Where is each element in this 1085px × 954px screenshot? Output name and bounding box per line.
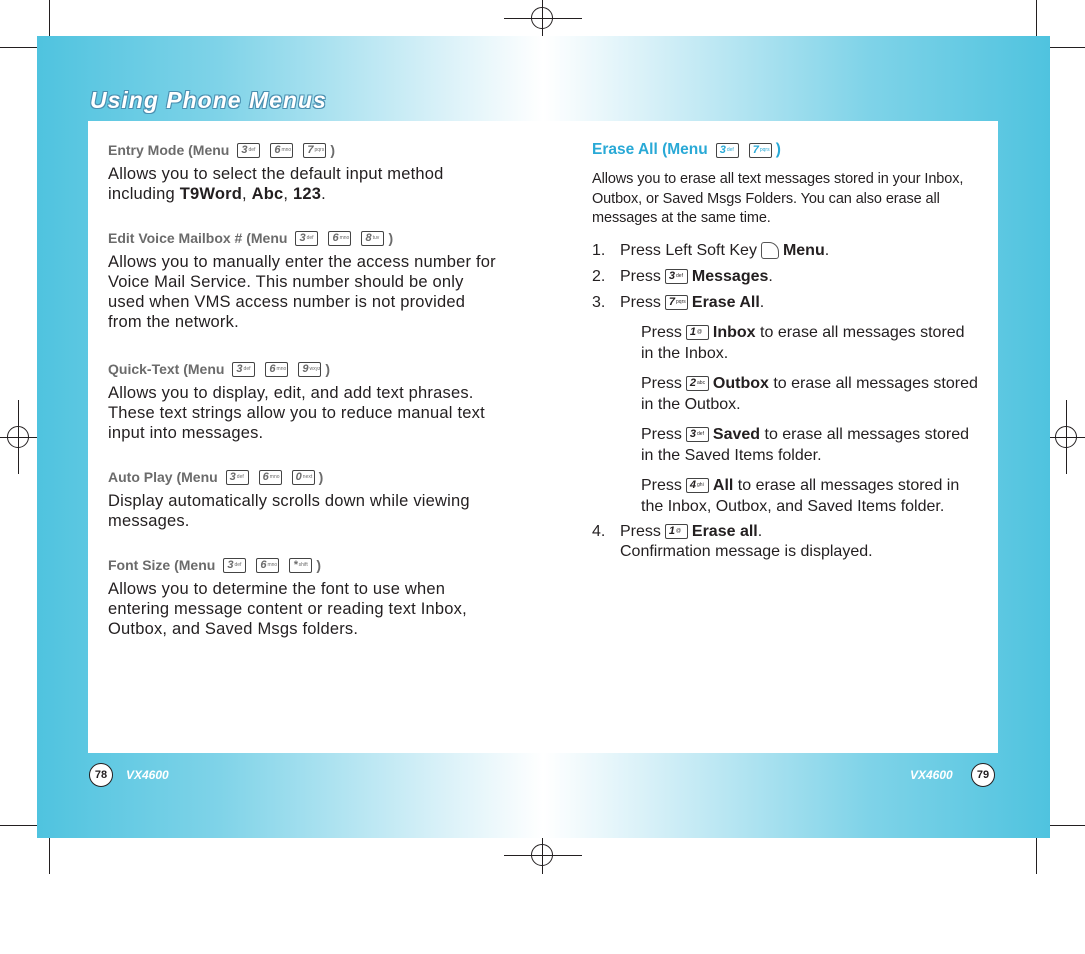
key-icon: 7 pqrs bbox=[749, 143, 772, 158]
erase-all-heading: Erase All (Menu 3 def 7 pqrs ) bbox=[592, 141, 781, 158]
key-icon: 3 def bbox=[237, 143, 260, 158]
registration-circle bbox=[1055, 426, 1077, 448]
crop-mark bbox=[49, 0, 50, 36]
section-edit-voice-mailbox bbox=[108, 228, 498, 332]
key-icon: 0 next bbox=[292, 470, 315, 485]
crop-mark bbox=[1036, 838, 1037, 874]
section-body: Allows you to manually enter the access number for Voice Mail Service. This number should be only used when VMS access number is not provided from the network. bbox=[108, 253, 496, 331]
section-heading: Edit Voice Mailbox # (Menu 3 def 6 mno 8 tuv ) bbox=[108, 230, 394, 246]
key-icon: 6 mno bbox=[328, 231, 351, 246]
key-icon: 2 abc bbox=[686, 376, 709, 391]
key-icon: 3 def bbox=[716, 143, 739, 158]
section-heading: Auto Play (Menu 3 def 6 mno 0 next ) bbox=[108, 469, 324, 485]
step-item: 2. Press 3 def Messages. bbox=[592, 267, 773, 285]
right-column bbox=[592, 140, 987, 562]
key-icon: 3 def bbox=[295, 231, 318, 246]
key-icon: 3 def bbox=[686, 427, 709, 442]
section-quick-text bbox=[108, 359, 498, 443]
page-number-right: 79 bbox=[971, 763, 995, 787]
model-name-right: VX4600 bbox=[910, 768, 953, 782]
section-body: Allows you to display, edit, and add text phrases. These text strings allow you to reduce manual text input into messages. bbox=[108, 384, 485, 442]
model-name-left: VX4600 bbox=[126, 768, 169, 782]
key-icon: 7 pqrs bbox=[665, 295, 688, 310]
crop-mark bbox=[0, 47, 37, 48]
left-column bbox=[108, 140, 498, 639]
section-auto-play bbox=[108, 467, 498, 531]
key-icon: 1 @ bbox=[686, 325, 709, 340]
key-icon: 3 def bbox=[223, 558, 246, 573]
key-icon: 6 mno bbox=[256, 558, 279, 573]
page-number-left: 78 bbox=[89, 763, 113, 787]
crop-mark bbox=[1050, 825, 1085, 826]
key-icon: 3 def bbox=[232, 362, 255, 377]
page-title: Using Phone Menus bbox=[90, 87, 327, 113]
key-icon: 9 wxyz bbox=[298, 362, 321, 377]
sub-step-item: Press 1 @ Inbox to erase all messages stored in the Inbox. bbox=[641, 323, 965, 362]
key-icon: 6 mno bbox=[259, 470, 282, 485]
section-entry-mode bbox=[108, 140, 498, 204]
crop-mark bbox=[49, 838, 50, 874]
step-item: 1. Press Left Soft Key Menu. bbox=[592, 241, 830, 259]
crop-mark bbox=[1036, 0, 1037, 36]
step-item: 4. Press 1 @ Erase all. Confirmation message is displayed. bbox=[592, 522, 873, 560]
section-body: Allows you to select the default input method including T9Word, Abc, 123. bbox=[108, 165, 444, 203]
key-icon: 6 mno bbox=[270, 143, 293, 158]
key-icon: 7 pqrs bbox=[303, 143, 326, 158]
section-heading: Font Size (Menu 3 def 6 mno * shift ) bbox=[108, 557, 321, 573]
crop-mark bbox=[1050, 47, 1085, 48]
key-icon: 1 @ bbox=[665, 524, 688, 539]
key-icon: 8 tuv bbox=[361, 231, 384, 246]
erase-all-intro: Allows you to erase all text messages stored in your Inbox, Outbox, or Saved Msgs Folders. You can also erase all messages at the same time. bbox=[592, 171, 964, 226]
registration-circle bbox=[7, 426, 29, 448]
crop-mark bbox=[0, 825, 37, 826]
section-font-size bbox=[108, 555, 498, 639]
key-icon: * shift bbox=[289, 558, 312, 573]
registration-circle bbox=[531, 7, 553, 29]
sub-step-item: Press 4 ghi All to erase all messages stored in the Inbox, Outbox, and Saved Items folder. bbox=[641, 476, 960, 515]
key-icon: 4 ghi bbox=[686, 478, 709, 493]
key-icon: 3 def bbox=[665, 269, 688, 284]
sub-step-item: Press 3 def Saved to erase all messages stored in the Saved Items folder. bbox=[641, 425, 970, 464]
section-body: Display automatically scrolls down while viewing messages. bbox=[108, 492, 470, 530]
step-item: 3. Press 7 pqrs Erase All. bbox=[592, 293, 765, 311]
section-body: Allows you to determine the font to use when entering message content or reading text Inbox, Outbox, and Saved Msgs folders. bbox=[108, 580, 467, 638]
key-icon: 6 mno bbox=[265, 362, 288, 377]
section-heading: Quick-Text (Menu 3 def 6 mno 9 wxyz ) bbox=[108, 361, 331, 377]
key-icon: 3 def bbox=[226, 470, 249, 485]
registration-circle bbox=[531, 844, 553, 866]
sub-step-item: Press 2 abc Outbox to erase all messages stored in the Outbox. bbox=[641, 374, 978, 413]
left-soft-key-icon bbox=[761, 242, 779, 259]
section-heading: Entry Mode (Menu 3 def 6 mno 7 pqrs ) bbox=[108, 142, 336, 158]
